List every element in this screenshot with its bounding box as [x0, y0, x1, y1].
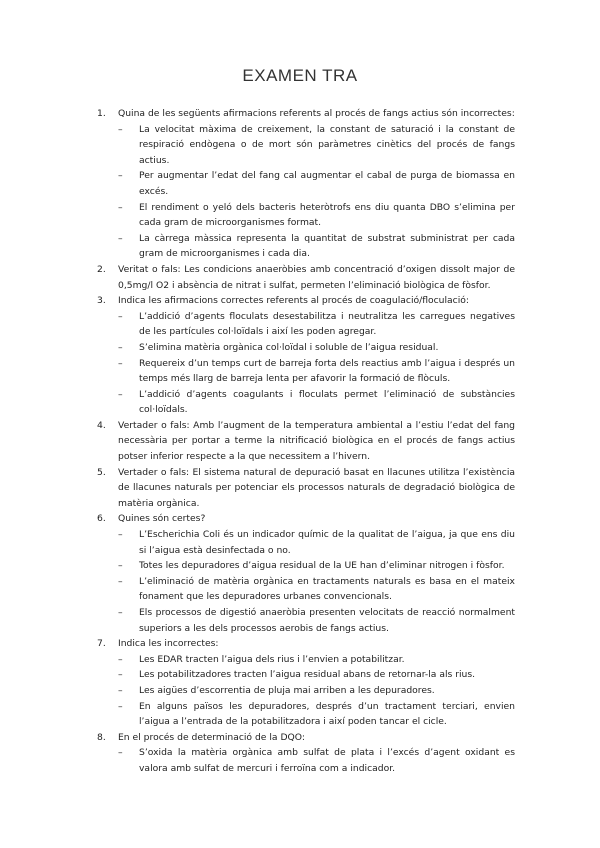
question-number: 3. [97, 295, 106, 307]
answer-option [118, 652, 515, 668]
answer-option [118, 699, 515, 730]
dash-bullet-icon: – [118, 123, 123, 135]
answer-option-text: Les EDAR tracten l’aigua dels rius i l’envien a potabilitzar. [139, 653, 405, 665]
answer-option-text: S’oxida la matèria orgànica amb sulfat de plata i l’excés d’agent oxidant es valora amb sulfat de mercuri i ferroïna com a indicador. [139, 747, 515, 774]
answer-option-text: Els processos de digestió anaeròbia presenten velocitats de reacció normalment superiors a les dels processos aerobis de fangs actius. [139, 607, 515, 634]
question-text: Indica les afirmacions correctes referents al procés de coagulació/floculació: [118, 295, 469, 307]
answer-option-text: Per augmentar l’edat del fang cal augmentar el cabal de purga de biomassa en excés. [139, 170, 515, 197]
dash-bullet-icon: – [118, 669, 123, 681]
dash-bullet-icon: – [118, 201, 123, 213]
question-text: En el procés de determinació de la DQO: [118, 731, 305, 743]
answer-option [118, 605, 515, 636]
answer-option-text: La càrrega màssica representa la quantitat de substrat subministrat per cada gram de microorganismes i cada dia. [139, 232, 515, 260]
question-list [97, 106, 515, 777]
answer-option-text: Les potabilitzadores tracten l’aigua residual abans de retornar-la als rius. [139, 669, 476, 681]
question-number: 7. [97, 638, 106, 650]
answer-option-text: L’eliminació de matèria orgànica en tractaments naturals es basa en el mateix fonament que les depuradores urbanes convencionals. [139, 575, 515, 603]
question-number: 5. [97, 466, 106, 478]
answer-option-text: La velocitat màxima de creixement, la constant de saturació i la constant de respiració endògena o de mort són paràmetres cinètics del procés de fangs actius. [139, 123, 515, 166]
answer-options [118, 527, 515, 636]
answer-option-text: S’elimina matèria orgànica col·loïdal i soluble de l’aigua residual. [139, 341, 439, 353]
dash-bullet-icon: – [118, 560, 123, 572]
answer-options [118, 122, 515, 262]
dash-bullet-icon: – [118, 388, 123, 400]
answer-option-text: Les aigües d’escorrentia de pluja mai arriben a les depuradores. [139, 684, 435, 696]
answer-options [118, 652, 515, 730]
answer-option [118, 574, 515, 605]
question-number: 8. [97, 731, 106, 743]
answer-option [118, 558, 515, 574]
answer-option [118, 387, 515, 418]
answer-option-text: El rendiment o yeló dels bacteris heteròtrofs ens diu quanta DBO s’elimina per cada gram de microorganismes format. [139, 201, 515, 229]
question-text: Vertader o fals: El sistema natural de depuració basat en llacunes utilitza l’existència de llacunes naturals per potenciar els processos naturals de degradació biològica de matèria orgànica. [118, 466, 515, 509]
dash-bullet-icon: – [118, 529, 123, 541]
question-text: Quina de les següents afirmacions referents al procés de fangs actius són incorrectes: [118, 108, 515, 119]
question-number: 6. [97, 513, 106, 525]
answer-option [118, 745, 515, 776]
question-text: Quines són certes? [118, 513, 206, 525]
question-number: 4. [97, 419, 106, 431]
dash-bullet-icon: – [118, 684, 123, 696]
dash-bullet-icon: – [118, 341, 123, 353]
dash-bullet-icon: – [118, 357, 123, 369]
question-7 [97, 636, 515, 652]
answer-option [118, 683, 515, 699]
question-text: Indica les incorrectes: [118, 638, 219, 650]
question-3 [97, 293, 515, 309]
answer-option [118, 231, 515, 262]
dash-bullet-icon: – [118, 747, 123, 759]
answer-option-text: L’addició d’agents coagulants i floculats permet l’eliminació de substàncies col·loïdals. [139, 388, 515, 416]
question-4 [97, 418, 515, 465]
question-5 [97, 465, 515, 512]
dash-bullet-icon: – [118, 607, 123, 618]
question-number: 2. [97, 263, 106, 275]
question-text: Vertader o fals: Amb l’augment de la temperatura ambiental a l’estiu l’edat del fang necessària per portar a terme la nitrificació biològica en el procés de fangs actius potser inferior respecte a la que necessitem a l’hivern. [118, 419, 515, 463]
answer-option-text: En alguns països les depuradores, després d’un tractament terciari, envien l’aigua a l’entrada de la potabilitzadora i així poden tancar el cicle. [139, 700, 515, 728]
answer-option [118, 168, 515, 199]
dash-bullet-icon: – [118, 575, 123, 587]
question-text: Veritat o fals: Les condicions anaeròbies amb concentració d’oxigen dissolt major de 0,5mg/l O2 i absència de nitrat i sulfat, permeten l’eliminació biològica de fòsfor. [118, 263, 515, 291]
answer-option-text: Totes les depuradores d’aigua residual de la UE han d’eliminar nitrogen i fòsfor. [139, 560, 505, 572]
question-8 [97, 730, 515, 746]
question-1 [97, 106, 515, 122]
answer-option [118, 667, 515, 683]
question-6 [97, 511, 515, 527]
answer-options [118, 745, 515, 776]
answer-option-text: Requereix d’un temps curt de barreja forta dels reactius amb l’aigua i després un temps més llarg de barreja lenta per afavorir la formació de flòculs. [139, 357, 515, 385]
answer-option-text: L’addició d’agents floculats desestabilitza i neutralitza les carregues negatives de les partícules col·loïdals i així les poden agregar. [139, 310, 515, 338]
question-number: 1. [97, 108, 106, 119]
answer-option [118, 122, 515, 169]
answer-options [118, 309, 515, 418]
dash-bullet-icon: – [118, 232, 123, 244]
question-2 [97, 262, 515, 293]
answer-option [118, 356, 515, 387]
answer-option-text: L’Escherichia Coli és un indicador químic de la qualitat de l’aigua, ja que ens diu si l’aigua està desinfectada o no. [139, 529, 515, 556]
dash-bullet-icon: – [118, 700, 123, 712]
answer-option [118, 340, 515, 356]
page-title: EXAMEN TRA [242, 66, 358, 85]
answer-option [118, 200, 515, 231]
dash-bullet-icon: – [118, 653, 123, 665]
dash-bullet-icon: – [118, 310, 123, 322]
answer-option [118, 309, 515, 340]
dash-bullet-icon: – [118, 170, 123, 182]
answer-option [118, 527, 515, 558]
